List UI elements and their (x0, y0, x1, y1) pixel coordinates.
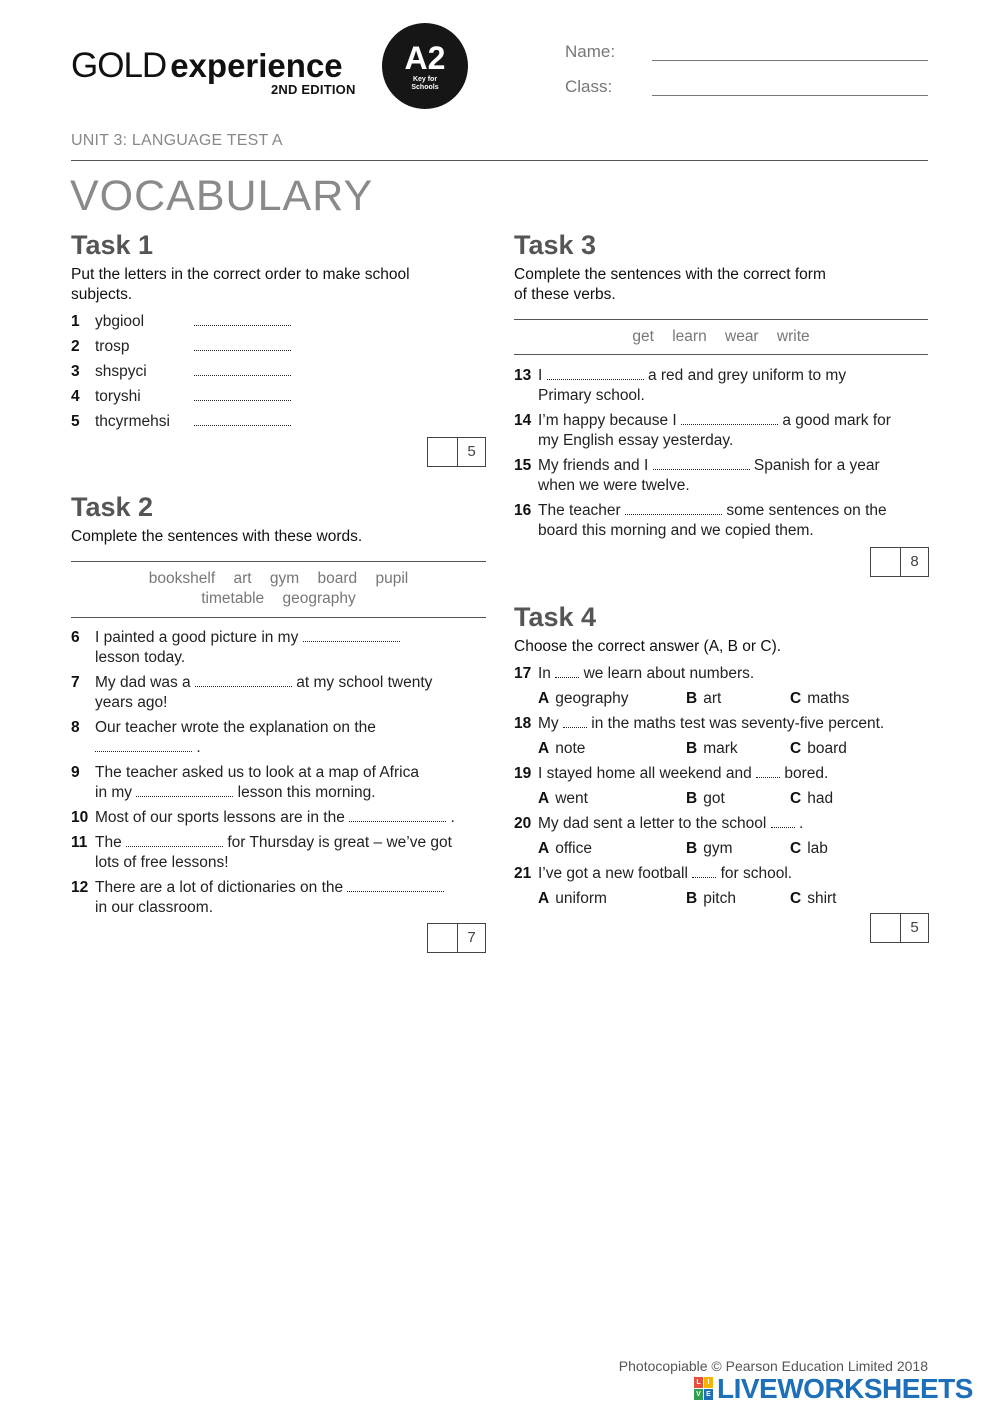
sentence-text: my English essay yesterday. (538, 432, 734, 449)
sentence-text: Spanish for a year (753, 457, 880, 474)
sentence-text: I’ve got a new football (538, 865, 688, 882)
task3-score-box[interactable] (870, 547, 929, 577)
answer-blank[interactable] (194, 362, 291, 376)
task3-max-score: 8 (910, 553, 919, 570)
answer-blank[interactable] (303, 628, 400, 642)
option-b[interactable]: B got (686, 790, 725, 807)
sentence-text: My (538, 715, 559, 732)
level-label: A2 (404, 40, 446, 76)
unit-title: UNIT 3: LANGUAGE TEST A (71, 132, 283, 149)
sentence-text: . (196, 739, 201, 756)
brand-edition: 2ND EDITION (271, 82, 356, 97)
item-number: 1 (71, 313, 80, 330)
item-number: 17 (514, 665, 532, 682)
item-number: 7 (71, 674, 80, 691)
sentence-text: The teacher asked us to look at a map of Africa (95, 764, 419, 781)
item-number: 6 (71, 629, 80, 646)
answer-blank[interactable] (555, 664, 579, 678)
word-option: pupil (375, 570, 409, 587)
item-number: 4 (71, 388, 80, 405)
option-b[interactable]: B pitch (686, 890, 736, 907)
sentence-text: when we were twelve. (538, 477, 690, 494)
item-number: 10 (71, 809, 89, 826)
liveworksheets-icon: L I V E (694, 1377, 714, 1401)
answer-blank[interactable] (349, 808, 446, 822)
level-sublabel: Key for Schools (411, 76, 439, 91)
task3-title: Task 3 (514, 230, 597, 260)
answer-blank[interactable] (194, 337, 291, 351)
sentence-text: I’m happy because I (538, 412, 677, 429)
item-number: 12 (71, 879, 89, 896)
brand-experience: experience (170, 47, 343, 84)
option-c[interactable]: C board (790, 740, 847, 757)
word-option: board (317, 570, 358, 587)
item-number: 5 (71, 413, 80, 430)
option-a[interactable]: A went (538, 790, 588, 807)
sentence-text: The teacher (538, 502, 621, 519)
sentence-text: a good mark for (782, 412, 891, 429)
sentence-text: There are a lot of dictionaries on the (95, 879, 344, 896)
option-a[interactable]: A note (538, 740, 586, 757)
task3-word-box (514, 319, 928, 355)
sentence-text: lesson this morning. (237, 784, 376, 801)
task2-instructions: Complete the sentences with these words. (71, 528, 363, 545)
option-c[interactable]: C had (790, 790, 834, 807)
task1-score-box[interactable] (427, 437, 486, 467)
sentence-text: My dad was a (95, 674, 191, 691)
sentence-text: bored. (784, 765, 829, 782)
answer-blank[interactable] (194, 387, 291, 401)
sentence-text: lesson today. (95, 649, 186, 666)
task2-word-box (71, 561, 486, 618)
sentence-text: a red and grey uniform to my (647, 367, 847, 384)
task4-title: Task 4 (514, 602, 597, 632)
sentence-text: Primary school. (538, 387, 645, 404)
scrambled-word: ybgiool (95, 313, 145, 330)
task4-instructions: Choose the correct answer (A, B or C). (514, 638, 782, 655)
answer-blank[interactable] (194, 412, 291, 426)
item-number: 21 (514, 865, 532, 882)
sentence-text: I painted a good picture in my (95, 629, 299, 646)
section-title: VOCABULARY (70, 172, 374, 220)
copyright-notice: Photocopiable © Pearson Education Limited 2018 (618, 1358, 928, 1374)
item-number: 14 (514, 412, 532, 429)
sentence-text: we learn about numbers. (583, 665, 755, 682)
scrambled-word: trosp (95, 338, 130, 355)
option-c[interactable]: C lab (790, 840, 828, 857)
sentence-text: . (798, 815, 804, 832)
name-label: Name: (565, 42, 616, 61)
sentence-text: The (95, 834, 122, 851)
answer-blank[interactable] (95, 738, 192, 752)
task1-title: Task 1 (71, 230, 154, 260)
scrambled-word: shspyci (95, 363, 147, 380)
answer-blank[interactable] (681, 411, 778, 425)
task2-max-score: 7 (467, 929, 476, 946)
answer-blank[interactable] (653, 456, 750, 470)
liveworksheets-wordmark: LIVEWORKSHEETS (717, 1373, 973, 1404)
task2-title: Task 2 (71, 492, 154, 522)
answer-blank[interactable] (195, 673, 292, 687)
item-number: 19 (514, 765, 532, 782)
task1-instructions-2: subjects. (71, 286, 133, 303)
sentence-text: My dad sent a letter to the school (538, 815, 767, 832)
word-option: wear (725, 328, 759, 345)
scrambled-word: toryshi (95, 388, 141, 405)
task4-score-box[interactable] (870, 913, 929, 943)
option-c[interactable]: C maths (790, 690, 850, 707)
word-option: timetable (201, 590, 265, 607)
task3-instructions-2: of these verbs. (514, 286, 616, 303)
item-number: 15 (514, 457, 532, 474)
answer-blank[interactable] (563, 714, 587, 728)
sentence-text: board this morning and we copied them. (538, 522, 814, 539)
item-number: 8 (71, 719, 80, 736)
sentence-text: Most of our sports lessons are in the (95, 809, 345, 826)
right-column (514, 0, 928, 1000)
left-column (71, 0, 486, 1000)
word-option: write (776, 328, 810, 345)
sentence-text: for school. (720, 865, 793, 882)
task3-instructions-1: Complete the sentences with the correct form (514, 266, 826, 283)
item-number: 9 (71, 764, 80, 781)
task1-instructions-1: Put the letters in the correct order to make school (71, 266, 410, 283)
sentence-text: years ago! (95, 694, 168, 711)
answer-blank[interactable] (756, 764, 780, 778)
sentence-text: lots of free lessons! (95, 854, 229, 871)
option-b[interactable]: B art (686, 690, 722, 707)
task4-max-score: 5 (910, 919, 919, 936)
sentence-text: I (538, 367, 543, 384)
item-number: 18 (514, 715, 532, 732)
word-option: get (632, 328, 654, 345)
sentence-text: in the maths test was seventy-five percent. (591, 715, 885, 732)
sentence-text: Our teacher wrote the explanation on the (95, 719, 376, 736)
item-number: 20 (514, 815, 532, 832)
word-option: bookshelf (148, 570, 216, 587)
item-number: 16 (514, 502, 532, 519)
answer-blank[interactable] (136, 783, 233, 797)
brand-gold: GOLD (71, 46, 167, 85)
sentence-text: I stayed home all weekend and (538, 765, 752, 782)
task1-max-score: 5 (467, 443, 476, 460)
option-c[interactable]: C shirt (790, 890, 837, 907)
word-option: learn (672, 328, 707, 345)
option-a[interactable]: A office (538, 840, 592, 857)
sentence-text: in my (95, 784, 133, 801)
option-b[interactable]: B gym (686, 840, 733, 857)
sentence-text: . (450, 809, 455, 826)
sentence-text: in our classroom. (95, 899, 214, 916)
word-option: art (233, 570, 252, 587)
option-a[interactable]: A geography (538, 690, 629, 707)
answer-blank[interactable] (625, 501, 722, 515)
sentence-text: In (538, 665, 551, 682)
item-number: 3 (71, 363, 80, 380)
sentence-text: for Thursday is great – we’ve got (227, 834, 452, 851)
scrambled-word: thcyrmehsi (95, 413, 170, 430)
sentence-text: some sentences on the (726, 502, 887, 519)
task2-score-box[interactable] (427, 923, 486, 953)
sentence-text: My friends and I (538, 457, 649, 474)
item-number: 2 (71, 338, 80, 355)
answer-blank[interactable] (126, 833, 223, 847)
word-option: gym (269, 570, 300, 587)
answer-blank[interactable] (547, 366, 644, 380)
item-number: 11 (71, 834, 88, 851)
answer-blank[interactable] (347, 878, 444, 892)
answer-blank[interactable] (771, 814, 795, 828)
item-number: 13 (514, 367, 532, 384)
class-label: Class: (565, 77, 613, 96)
answer-blank[interactable] (194, 312, 291, 326)
sentence-text: at my school twenty (296, 674, 433, 691)
option-b[interactable]: B mark (686, 740, 738, 757)
liveworksheets-logo[interactable] (694, 1374, 989, 1404)
option-a[interactable]: A uniform (538, 890, 607, 907)
answer-blank[interactable] (692, 864, 716, 878)
word-option: geography (282, 590, 356, 607)
